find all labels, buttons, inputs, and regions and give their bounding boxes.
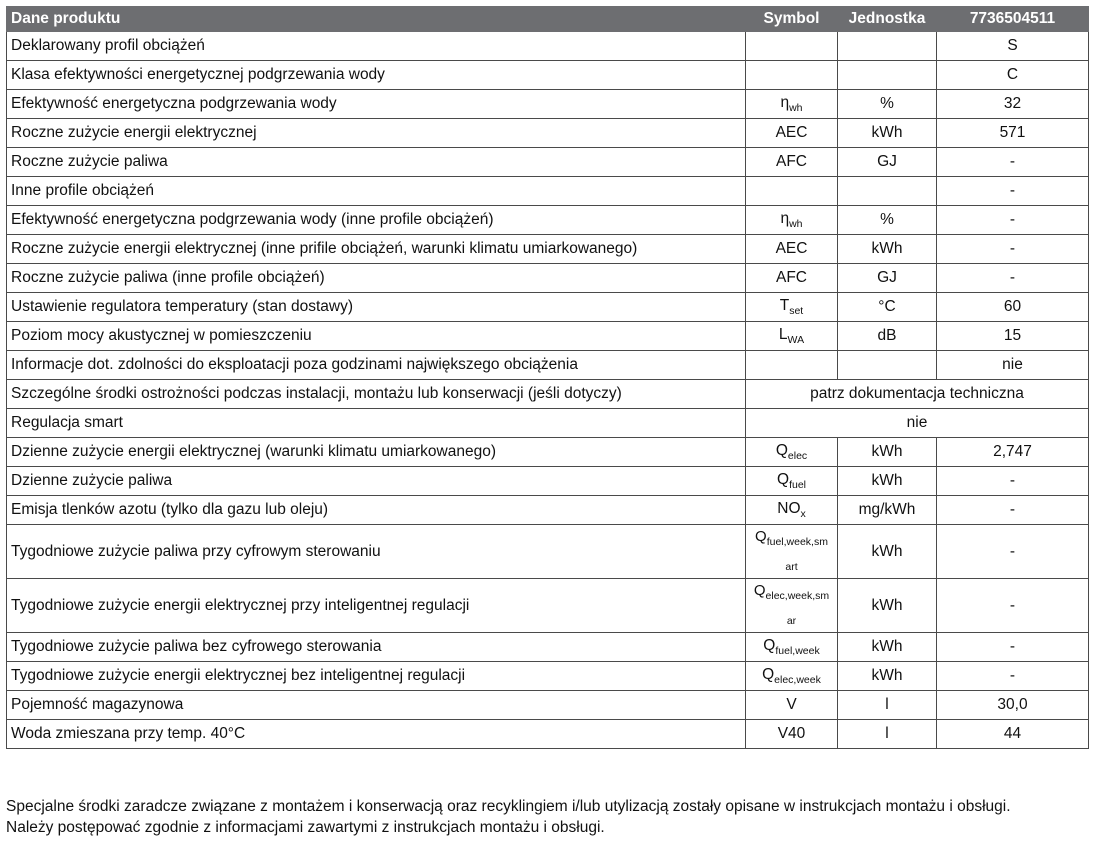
symbol-text: Q	[763, 636, 776, 654]
value-cell: 15	[937, 322, 1089, 351]
symbol-cell	[746, 32, 838, 61]
table-row	[7, 119, 1089, 148]
footnote	[6, 796, 1086, 838]
symbol-cell	[746, 322, 838, 351]
header-symbol: Symbol	[746, 7, 838, 32]
row-label: Roczne zużycie paliwa (inne profile obciążeń)	[7, 264, 746, 293]
symbol-subscript: wh	[789, 102, 803, 115]
unit-cell: kWh	[838, 525, 937, 579]
symbol-text: T	[779, 296, 790, 314]
table-row	[7, 351, 1089, 380]
row-label: Tygodniowe zużycie energii elektrycznej przy inteligentnej regulacji	[7, 579, 746, 633]
table-row	[7, 293, 1089, 322]
table-row	[7, 438, 1089, 467]
row-label: Efektywność energetyczna podgrzewania wody	[7, 90, 746, 119]
value-cell: 60	[937, 293, 1089, 322]
symbol-text: Q	[755, 527, 767, 545]
table-row	[7, 409, 1089, 438]
row-label: Roczne zużycie energii elektrycznej	[7, 119, 746, 148]
row-label: Regulacja smart	[7, 409, 746, 438]
table-row	[7, 380, 1089, 409]
row-label: Dzienne zużycie energii elektrycznej (warunki klimatu umiarkowanego)	[7, 438, 746, 467]
symbol-subscript: elec,week	[774, 674, 821, 687]
table-row	[7, 235, 1089, 264]
table-header-row	[7, 7, 1089, 32]
unit-cell	[838, 32, 937, 61]
unit-cell	[838, 351, 937, 380]
symbol-subscript-continued: ar	[786, 614, 797, 627]
symbol-cell	[746, 351, 838, 380]
symbol-cell	[746, 633, 838, 662]
symbol-text: AFC	[776, 153, 807, 170]
table-body	[7, 32, 1089, 749]
row-label: Szczególne środki ostrożności podczas instalacji, montażu lub konserwacji (jeśli dotyczy)	[7, 380, 746, 409]
symbol-cell	[746, 720, 838, 749]
symbol-cell	[746, 90, 838, 119]
unit-cell	[838, 61, 937, 90]
table-row	[7, 720, 1089, 749]
table-row	[7, 662, 1089, 691]
symbol-text: NO	[777, 499, 801, 517]
row-label: Informacje dot. zdolności do eksploatacji poza godzinami największego obciążenia	[7, 351, 746, 380]
row-label: Roczne zużycie energii elektrycznej (inne prifile obciążeń, warunki klimatu umiarkowanego)	[7, 235, 746, 264]
unit-cell: kWh	[838, 438, 937, 467]
unit-cell: kWh	[838, 235, 937, 264]
unit-cell: dB	[838, 322, 937, 351]
header-product-data: Dane produktu	[7, 7, 746, 32]
unit-cell: %	[838, 90, 937, 119]
row-label: Ustawienie regulatora temperatury (stan dostawy)	[7, 293, 746, 322]
table-row	[7, 633, 1089, 662]
table-row	[7, 525, 1089, 579]
symbol-cell	[746, 177, 838, 206]
symbol-text: Q	[777, 470, 790, 488]
unit-cell: GJ	[838, 264, 937, 293]
symbol-subscript: fuel	[789, 479, 806, 492]
merged-value-cell: patrz dokumentacja techniczna	[746, 380, 1089, 409]
symbol-cell	[746, 525, 838, 579]
symbol-text: AEC	[775, 124, 808, 141]
row-label: Dzienne zużycie paliwa	[7, 467, 746, 496]
value-cell: -	[937, 235, 1089, 264]
symbol-text: L	[778, 325, 788, 343]
value-cell: 571	[937, 119, 1089, 148]
table-row	[7, 579, 1089, 633]
symbol-cell	[746, 206, 838, 235]
table-row	[7, 496, 1089, 525]
symbol-cell	[746, 61, 838, 90]
value-cell: -	[937, 525, 1089, 579]
symbol-cell	[746, 662, 838, 691]
value-cell: S	[937, 32, 1089, 61]
symbol-cell	[746, 119, 838, 148]
value-cell: -	[937, 662, 1089, 691]
symbol-cell	[746, 293, 838, 322]
symbol-subscript: fuel,week	[775, 645, 820, 658]
symbol-cell	[746, 496, 838, 525]
table-row	[7, 90, 1089, 119]
value-cell: -	[937, 148, 1089, 177]
symbol-subscript: set	[789, 305, 804, 318]
symbol-text: η	[780, 209, 790, 227]
row-label: Klasa efektywności energetycznej podgrzewania wody	[7, 61, 746, 90]
symbol-subscript: wh	[789, 218, 803, 231]
value-cell: 32	[937, 90, 1089, 119]
symbol-cell	[746, 579, 838, 633]
header-model-number: 7736504511	[937, 7, 1089, 32]
symbol-subscript: WA	[787, 334, 805, 347]
header-unit: Jednostka	[838, 7, 937, 32]
value-cell: C	[937, 61, 1089, 90]
unit-cell: GJ	[838, 148, 937, 177]
row-label: Tygodniowe zużycie paliwa bez cyfrowego sterowania	[7, 633, 746, 662]
symbol-cell	[746, 264, 838, 293]
unit-cell: mg/kWh	[838, 496, 937, 525]
symbol-text: AFC	[776, 269, 807, 286]
unit-cell: kWh	[838, 119, 937, 148]
value-cell: -	[937, 496, 1089, 525]
symbol-cell	[746, 438, 838, 467]
value-cell: 44	[937, 720, 1089, 749]
row-label: Inne profile obciążeń	[7, 177, 746, 206]
symbol-cell	[746, 691, 838, 720]
symbol-subscript-continued: art	[785, 560, 798, 573]
unit-cell: l	[838, 691, 937, 720]
symbol-subscript: elec,week,sm	[765, 589, 830, 602]
value-cell: nie	[937, 351, 1089, 380]
unit-cell	[838, 177, 937, 206]
symbol-text: Q	[753, 581, 766, 599]
value-cell: 30,0	[937, 691, 1089, 720]
row-label: Emisja tlenków azotu (tylko dla gazu lub oleju)	[7, 496, 746, 525]
symbol-cell	[746, 467, 838, 496]
table-row	[7, 206, 1089, 235]
symbol-text: V	[786, 696, 797, 713]
value-cell: -	[937, 264, 1089, 293]
table-row	[7, 691, 1089, 720]
row-label: Poziom mocy akustycznej w pomieszczeniu	[7, 322, 746, 351]
value-cell: -	[937, 633, 1089, 662]
row-label: Woda zmieszana przy temp. 40°C	[7, 720, 746, 749]
value-cell: -	[937, 206, 1089, 235]
unit-cell: kWh	[838, 633, 937, 662]
footnote-line-1: Specjalne środki zaradcze związane z montażem i konserwacją oraz recyklingiem i/lub utylizacją zostały opisane w instrukcjach montażu i obsługi.	[6, 798, 1011, 815]
symbol-text: Q	[775, 441, 788, 459]
unit-cell: °C	[838, 293, 937, 322]
symbol-text: Q	[762, 665, 775, 683]
symbol-text: η	[780, 93, 790, 111]
row-label: Tygodniowe zużycie energii elektrycznej bez inteligentnej regulacji	[7, 662, 746, 691]
symbol-text: AEC	[775, 240, 808, 257]
row-label: Deklarowany profil obciążeń	[7, 32, 746, 61]
unit-cell: kWh	[838, 662, 937, 691]
symbol-text: V40	[777, 725, 806, 742]
table-row	[7, 177, 1089, 206]
table-row	[7, 61, 1089, 90]
unit-cell: l	[838, 720, 937, 749]
symbol-cell	[746, 235, 838, 264]
symbol-subscript: x	[800, 508, 806, 521]
table-row	[7, 467, 1089, 496]
value-cell: -	[937, 579, 1089, 633]
table-row	[7, 264, 1089, 293]
unit-cell: kWh	[838, 467, 937, 496]
symbol-cell	[746, 148, 838, 177]
row-label: Pojemność magazynowa	[7, 691, 746, 720]
row-label: Roczne zużycie paliwa	[7, 148, 746, 177]
unit-cell: %	[838, 206, 937, 235]
value-cell: 2,747	[937, 438, 1089, 467]
value-cell: -	[937, 467, 1089, 496]
row-label: Efektywność energetyczna podgrzewania wody (inne profile obciążeń)	[7, 206, 746, 235]
table-row	[7, 148, 1089, 177]
footnote-line-2: Należy postępować zgodnie z informacjami zawartymi z instrukcjach montażu i obsługi.	[6, 819, 605, 836]
merged-value-cell: nie	[746, 409, 1089, 438]
symbol-subscript: elec	[787, 450, 808, 463]
unit-cell: kWh	[838, 579, 937, 633]
row-label: Tygodniowe zużycie paliwa przy cyfrowym sterowaniu	[7, 525, 746, 579]
symbol-subscript: fuel,week,sm	[766, 535, 828, 548]
table-row	[7, 32, 1089, 61]
value-cell: -	[937, 177, 1089, 206]
product-data-table	[6, 6, 1089, 749]
table-row	[7, 322, 1089, 351]
